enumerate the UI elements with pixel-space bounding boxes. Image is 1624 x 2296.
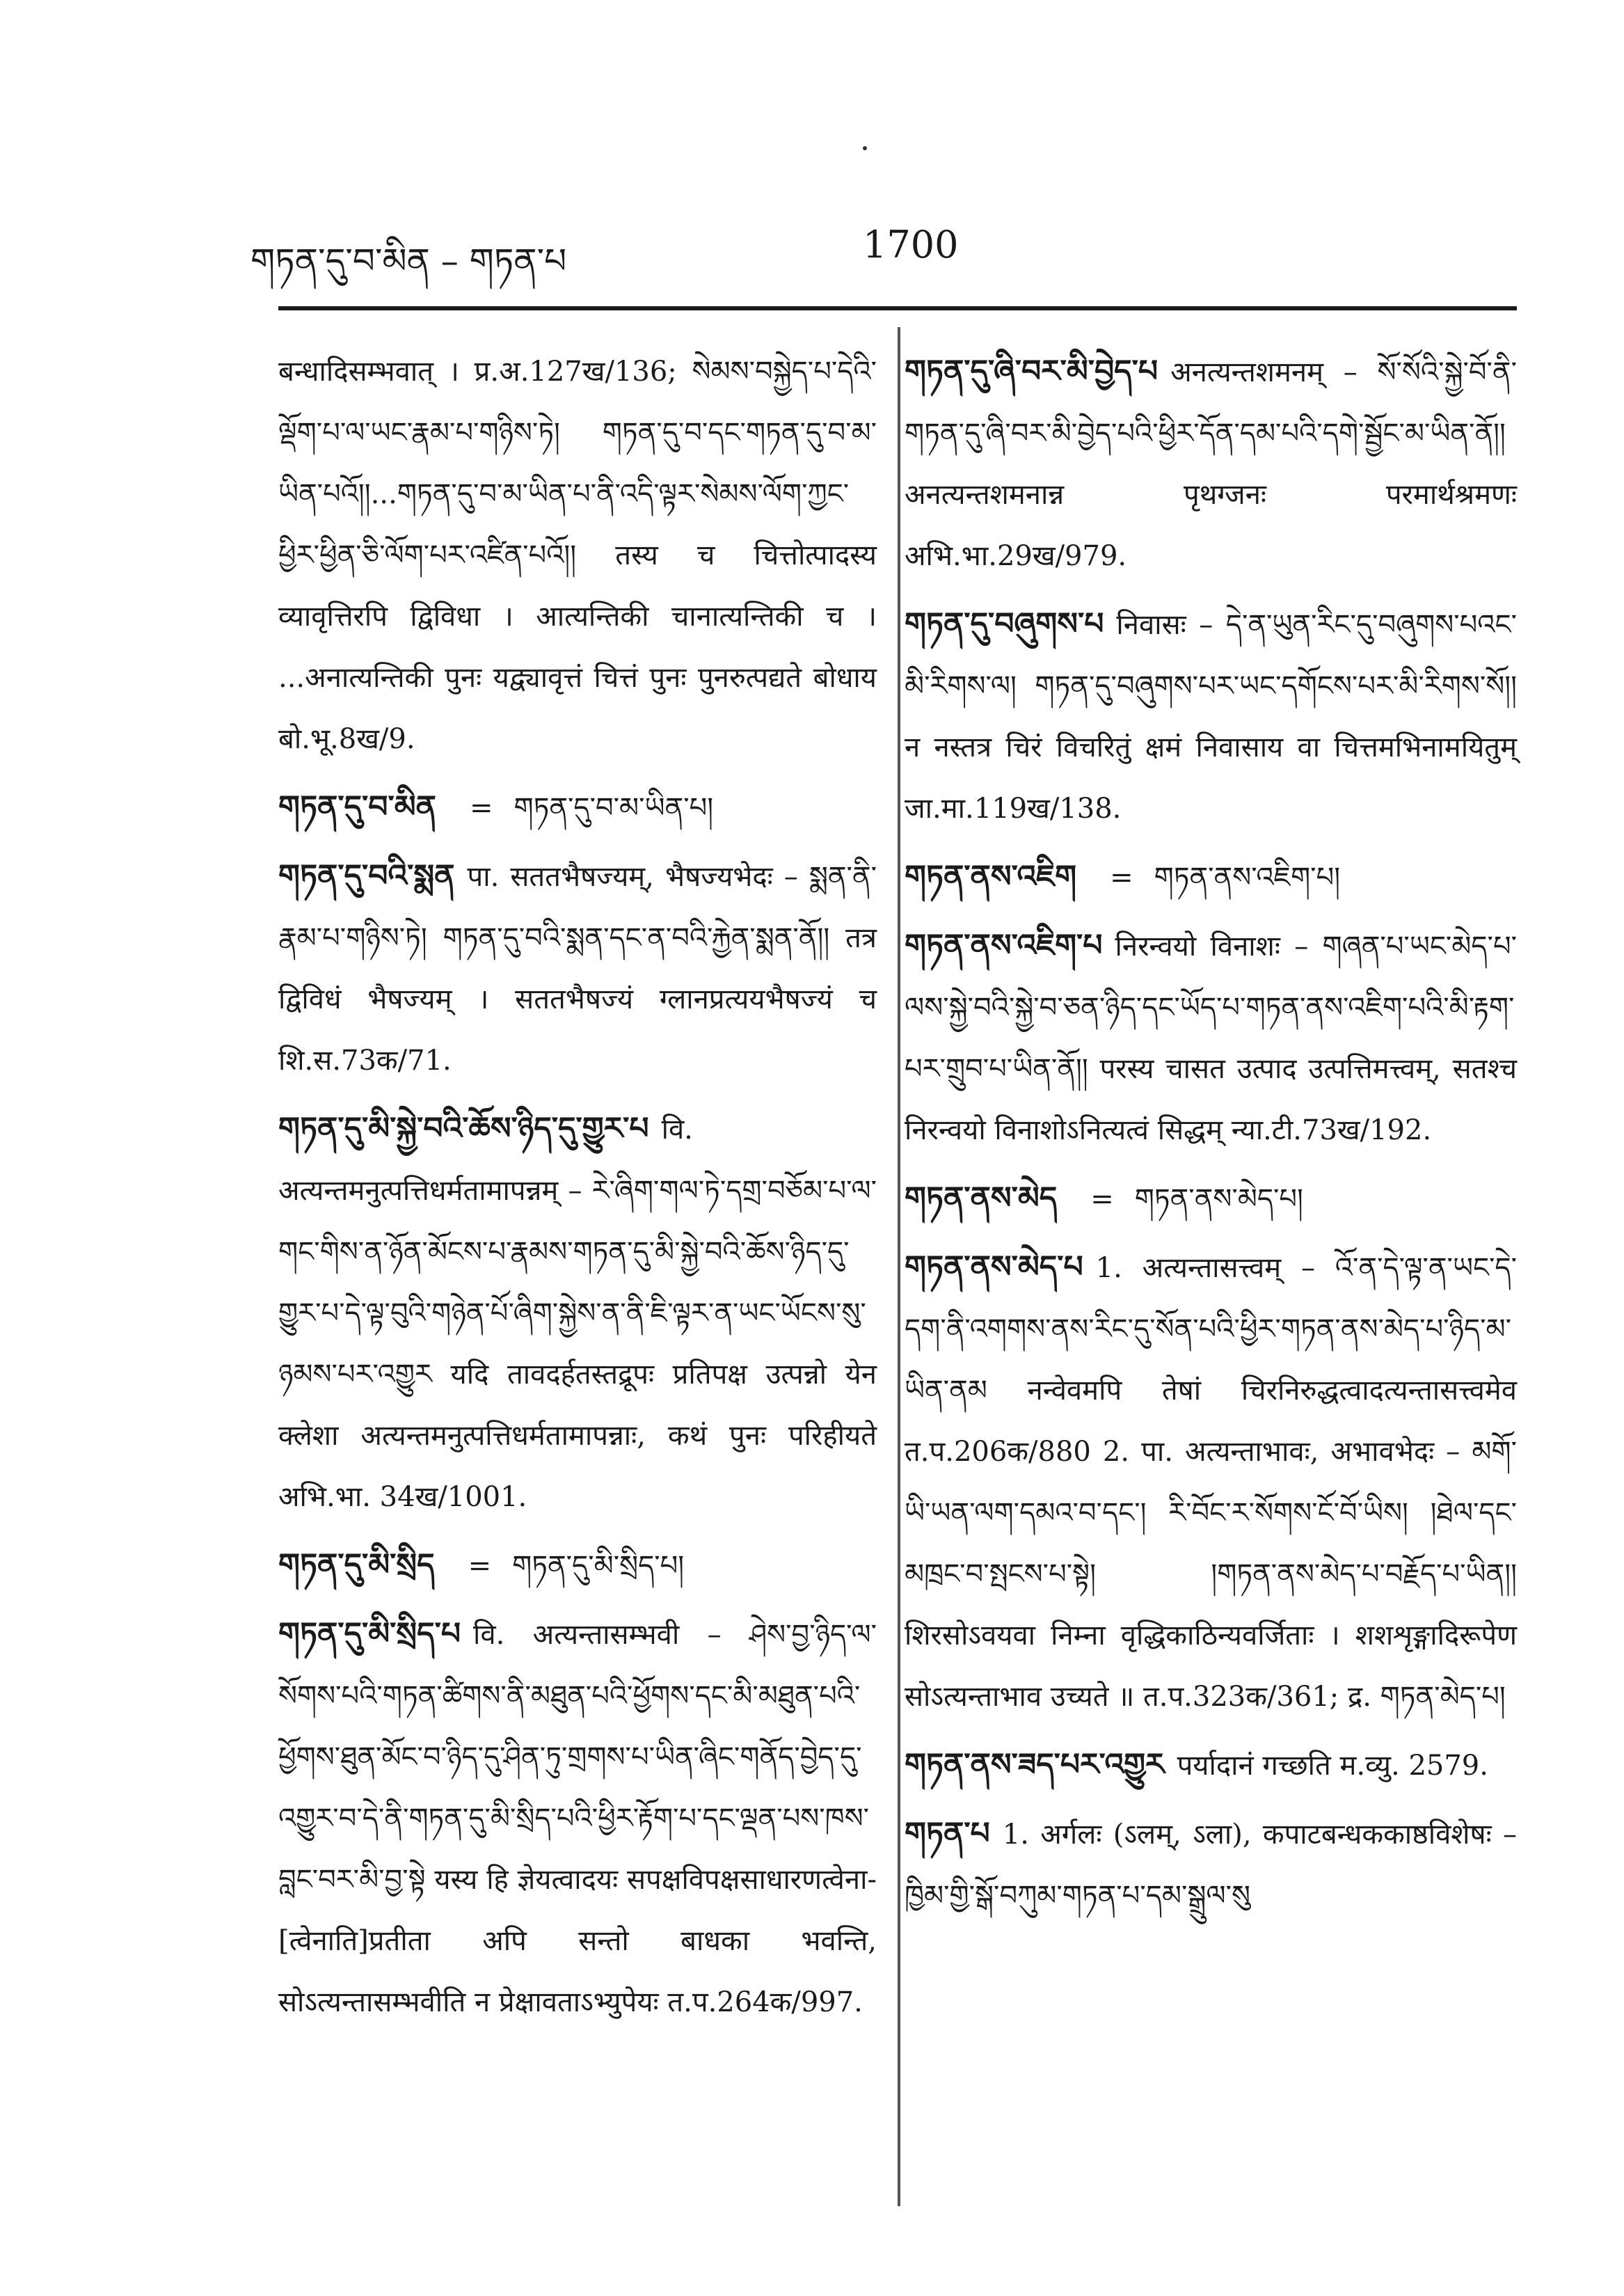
entry-body: གཏན་ནས་འཇིག་པ།	[1154, 862, 1341, 894]
entry	[278, 1098, 877, 1528]
entry	[905, 846, 1517, 908]
entry-headword: གཏན་ནས་མེད་པ	[905, 1249, 1083, 1285]
entry	[905, 1734, 1517, 1796]
entry-body: बन्धादिसम्भवात् । प्र.अ.127ख/136; སེམས་བསྐྱེད་པ་དེའི་ལྡོག་པ་ལ་ཡང་རྣམ་པ་གཉིས་ཏེ། གཏན་དུ་བ་དང་གཏན་དུ་བ་མ་ཡིན་པའོ།།...གཏན་དུ་བ་མ་ཡིན་པ་ནི་འདི་ལྟར་སེམས་ལོག་ཀྱང་ཕྱིར་ཕྱིན་ཅི་ལོག་པར་འཛིན་པའོ།། तस्य च चित्तोत्पादस्य व्यावृत्तिरपि द्विविधा । आत्यन्तिकी चानात्यन्तिकी च । ...अनात्यन्तिकी पुनः यद्व्यावृत्तं चित्तं पुनः पुनरुत्पद्यते बोधाय बो.भू.8ख/9.	[278, 356, 877, 755]
entry-body: पर्यादानं गच्छति म.व्यु. 2579.	[1177, 1750, 1488, 1782]
entry	[278, 846, 877, 1091]
entry	[905, 594, 1517, 839]
entry-headword: གཏན་དུ་བའི་སྨན	[278, 858, 455, 894]
entry-headword: གཏན་དུ་ཞི་བར་མི་བྱེད་པ	[905, 354, 1159, 389]
entry-headword: གཏན་དུ་མི་སྐྱེ་བའི་ཆོས་ཉིད་དུ་གྱུར་པ	[278, 1111, 649, 1146]
entry-body: अनत्यन्तशमनम् – སོ་སོའི་སྐྱེ་བོ་ནི་གཏན་དུ་ཞི་བར་མི་བྱེད་པའི་ཕྱིར་དོན་དམ་པའི་དགེ་སྦྱོང་མ་ཡིན་ནོ།། अनत्यन्तशमनान्न पृथग्जनः परमार्थश्रमणः अभि.भा.29ख/979.	[905, 356, 1517, 572]
entry-equals: =	[468, 1550, 492, 1582]
entry	[905, 1803, 1517, 1926]
entry-body: वि. अत्यन्तमनुत्पत्तिधर्मतामापन्नम् – རེ་ཞིག་གལ་ཏེ་དགྲ་བཅོམ་པ་ལ་གང་གིས་ན་ཉོན་མོངས་པ་རྣམས་གཏན་དུ་མི་སྐྱེ་བའི་ཆོས་ཉིད་དུ་གྱུར་པ་དེ་ལྟ་བུའི་གཉེན་པོ་ཞིག་སྐྱེས་ན་ནི་ཇི་ལྟར་ན་ཡང་ཡོངས་སུ་ཉམས་པར་འགྱུར यदि तावदर्हतस्तद्रूपः प्रतिपक्ष उत्पन्नो येन क्लेशा अत्यन्तमनुत्पत्तिधर्मतामापन्नाः, कथं पुनः परिहीयते अभि.भा. 34ख/1001.	[278, 1114, 877, 1513]
entry-body: གཏན་དུ་བ་མ་ཡིན་པ།	[514, 792, 714, 824]
entry-headword: གཏན་ནས་འཇིག་པ	[905, 928, 1103, 963]
entry-equals: =	[1110, 862, 1133, 894]
page-header	[250, 209, 1517, 292]
entry-body: निरन्वयो विनाशः – གཞན་པ་ཡང་མེད་པ་ལས་སྐྱེ་བའི་སྐྱེ་བ་ཅན་ཉིད་དང་ཡོད་པ་གཏན་ནས་འཇིག་པའི་མི་རྟག་པར་གྲུབ་པ་ཡིན་ནོ།། परस्य चासत उत्पाद उत्पत्तिमत्त्वम्, सतश्च निरन्वयो विनाशोऽनित्यत्वं सिद्धम् न्या.टी.73ख/192.	[905, 931, 1517, 1146]
column-divider	[898, 327, 900, 2206]
entry	[905, 915, 1517, 1161]
entry-headword: གཏན་དུ་བཞུགས་པ	[905, 606, 1104, 642]
entry	[905, 1237, 1517, 1727]
right-column	[905, 341, 1517, 1933]
entry-headword: གཏན་པ	[905, 1816, 990, 1851]
entry-equals: =	[469, 792, 493, 824]
entry	[278, 1604, 877, 2033]
entry-body: 1. अत्यन्तासत्त्वम् – འོ་ན་དེ་ལྟ་ན་ཡང་དེ་དག་ནི་འགགས་ནས་རིང་དུ་སོན་པའི་ཕྱིར་གཏན་ནས་མེད་པ་ཉིད་མ་ཡིན་ནམ नन्वेवमपि तेषां चिरनिरुद्धत्वादत्यन्तासत्त्वमेव त.प.206क/880 2. पा. अत्यन्ताभावः, अभावभेदः – མགོ་ཡི་ཡན་ལག་དམའ་བ་དང་། རི་བོང་ར་སོགས་ངོ་བོ་ཡིས། །ཐེལ་དང་མཁྲང་བ་སྤངས་པ་སྟེ། །གཏན་ནས་མེད་པ་བརྗོད་པ་ཡིན།། शिरसोऽवयवा निम्ना वृद्धिकाठिन्यवर्जिताः । शशशृङ्गादिरूपेण सोऽत्यन्ताभाव उच्यते ॥ त.प.323क/361; द्र. གཏན་མེད་པ།	[905, 1252, 1517, 1713]
entry	[278, 777, 877, 839]
entry-headword: གཏན་དུ་མི་སྲིད་པ	[278, 1616, 461, 1652]
entry-headword: གཏན་ནས་འཇིག	[905, 859, 1077, 894]
header-rule	[278, 306, 1517, 310]
entry-headword: གཏན་ནས་ཟད་པར་འགྱུར	[905, 1747, 1165, 1782]
running-head: གཏན་དུ་བ་མིན – གཏན་པ	[250, 241, 567, 281]
left-column	[278, 341, 877, 2040]
entry	[905, 1168, 1517, 1230]
speck-mark	[863, 146, 867, 150]
entry-body: གཏན་དུ་མི་སྲིད་པ།	[512, 1550, 685, 1582]
entry	[278, 341, 877, 770]
entry-headword: གཏན་དུ་བ་མིན	[278, 789, 436, 825]
entry-body: वि. अत्यन्तासम्भवी – ཤེས་བྱ་ཉིད་ལ་སོགས་པའི་གཏན་ཚིགས་ནི་མཐུན་པའི་ཕྱོགས་དང་མི་མཐུན་པའི་ཕྱོགས་ཐུན་མོང་བ་ཉིད་དུ་ཤིན་ཏུ་གྲགས་པ་ཡིན་ཞིང་གནོད་བྱེད་དུ་འགྱུར་བ་དེ་ནི་གཏན་དུ་མི་སྲིད་པའི་ཕྱིར་རྟོག་པ་དང་ལྡན་པས་ཁས་བླང་བར་མི་བྱ་སྟེ यस्य हि ज्ञेयत्वादयः सपक्षविपक्षसाधारणत्वेना-[त्वेनाति]प्रतीता अपि सन्तो बाधका भवन्ति, सोऽत्यन्तासम्भवीति न प्रेक्षावताऽभ्युपेयः त.प.264क/997.	[278, 1619, 877, 2018]
entry-body: निवासः – དེ་ན་ཡུན་རིང་དུ་བཞུགས་པའང་མི་རིགས་ལ། གཏན་དུ་བཞུགས་པར་ཡང་དགོངས་པར་མི་རིགས་སོ།། न नस्तत्र चिरं विचरितुं क्षमं निवासाय वा चित्तमभिनामयितुम् जा.मा.119ख/138.	[905, 609, 1517, 825]
entry	[905, 341, 1517, 587]
entry-headword: གཏན་ནས་མེད	[905, 1180, 1058, 1216]
entry-body: पा. सततभैषज्यम्, भैषज्यभेदः – སྨན་ནི་རྣམ་པ་གཉིས་ཏེ། གཏན་དུ་བའི་སྨན་དང་ན་བའི་རྐྱེན་སྨན་ནོ།། तत्र द्विविधं भैषज्यम् । सततभैषज्यं ग्लानप्रत्ययभैषज्यं च शि.स.73क/71.	[278, 861, 877, 1077]
entry-body: 1. अर्गलः (ऽलम्, ऽला), कपाटबन्धककाष्ठविशेषः – ཁྱིམ་གྱི་སྒོ་བཀུམ་གཏན་པ་དམ་སྒྲུལ་སུ	[905, 1819, 1517, 1912]
entry-equals: =	[1090, 1183, 1114, 1215]
page-number: 1700	[863, 223, 959, 267]
entry-body: གཏན་ནས་མེད་པ།	[1134, 1183, 1303, 1215]
entry	[278, 1535, 877, 1597]
entry-headword: གཏན་དུ་མི་སྲིད	[278, 1547, 435, 1583]
